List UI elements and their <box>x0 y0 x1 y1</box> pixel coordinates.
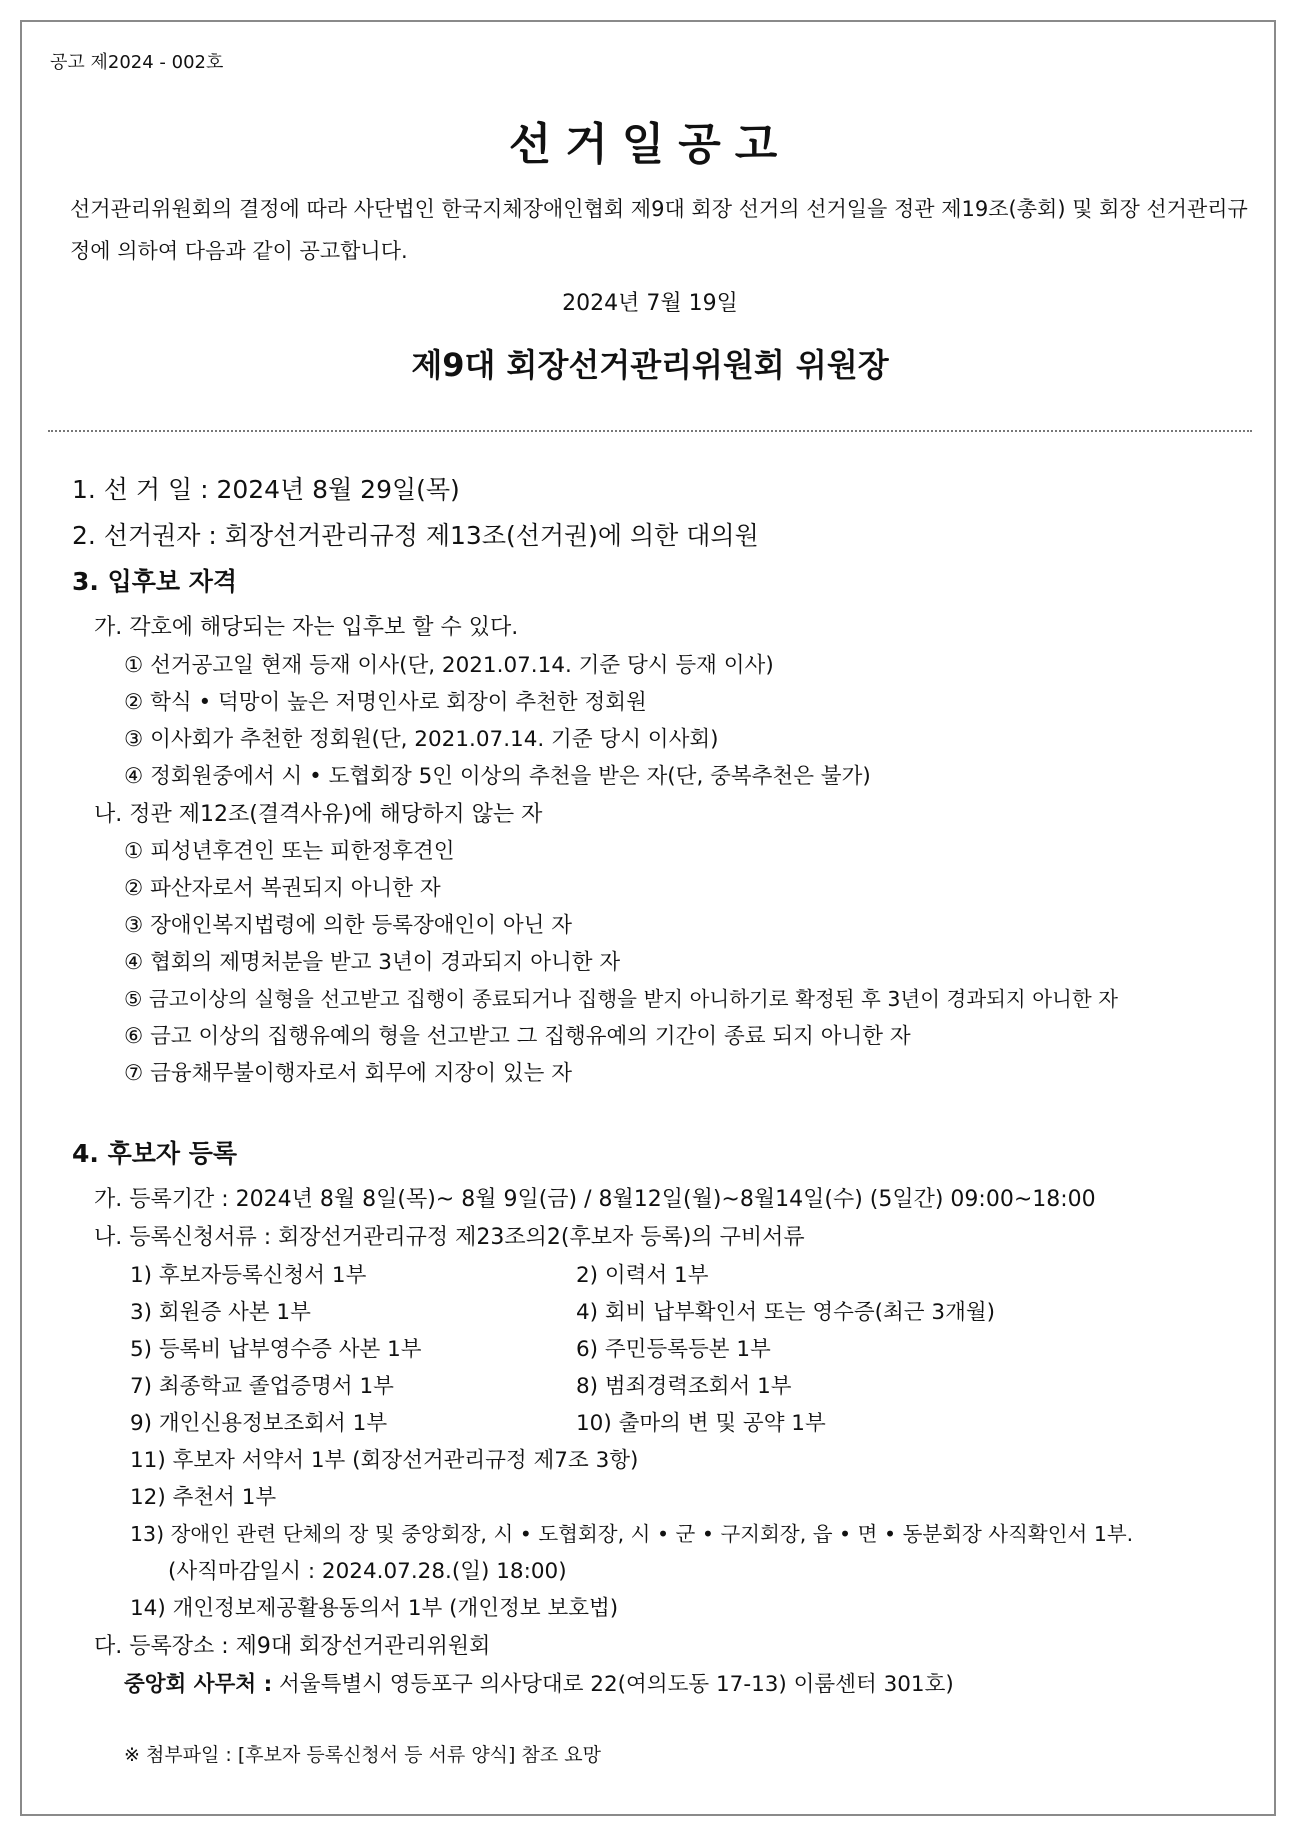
list-item: ① 피성년후견인 또는 피한정후견인 <box>124 839 455 864</box>
candidacy-na-heading: 나. 정관 제12조(결격사유)에 해당하지 않는 자 <box>94 802 543 827</box>
document-item: 13) 장애인 관련 단체의 장 및 중앙회장, 시 • 도협회장, 시 • 군 • 구지회장, 읍 • 면 • 동분회장 사직확인서 1부. <box>130 1522 1134 1546</box>
office-label: 중앙회 사무처 : <box>124 1672 273 1697</box>
document-item: 1) 후보자등록신청서 1부 <box>130 1263 367 1288</box>
office-address: 서울특별시 영등포구 의사당대로 22(여의도동 17-13) 이룸센터 301호) <box>279 1672 954 1697</box>
document-item: 9) 개인신용정보조회서 1부 <box>130 1411 388 1436</box>
document-item: 10) 출마의 변 및 공약 1부 <box>576 1411 826 1436</box>
list-item: ⑦ 금융채무불이행자로서 회무에 지장이 있는 자 <box>124 1061 573 1086</box>
document-item: 12) 추천서 1부 <box>130 1485 277 1510</box>
attachment-note: ※ 첨부파일 : [후보자 등록신청서 등 서류 양식] 참조 요망 <box>124 1744 601 1766</box>
section-voters: 2. 선거권자 : 회장선거관리규정 제13조(선거권)에 의한 대의원 <box>72 521 759 550</box>
list-item: ④ 정회원중에서 시 • 도협회장 5인 이상의 추천을 받은 자(단, 중복추천은 불가) <box>124 764 871 789</box>
issuer: 제9대 회장선거관리위원회 위원장 <box>411 346 889 384</box>
document-item: 14) 개인정보제공활용동의서 1부 (개인정보 보호법) <box>130 1596 619 1621</box>
registration-place-heading: 다. 등록장소 : 제9대 회장선거관리위원회 <box>94 1634 491 1659</box>
announcement-date: 2024년 7월 19일 <box>562 291 738 316</box>
office-address-line <box>124 1667 954 1698</box>
candidacy-ga-heading: 가. 각호에 해당되는 자는 입후보 할 수 있다. <box>94 615 519 640</box>
dotted-divider <box>48 430 1252 432</box>
list-item: ⑥ 금고 이상의 집행유예의 형을 선고받고 그 집행유예의 기간이 종료 되지 아니한 자 <box>124 1024 911 1049</box>
section-candidacy-heading: 3. 입후보 자격 <box>72 567 238 596</box>
list-item: ② 파산자로서 복권되지 아니한 자 <box>124 876 441 901</box>
list-item: ① 선거공고일 현재 등재 이사(단, 2021.07.14. 기준 당시 등재 이사) <box>124 653 774 678</box>
document-item: 6) 주민등록등본 1부 <box>576 1337 771 1362</box>
list-item: ② 학식 • 덕망이 높은 저명인사로 회장이 추천한 정회원 <box>124 690 647 715</box>
document-item: 5) 등록비 납부영수증 사본 1부 <box>130 1337 422 1362</box>
document-item: 2) 이력서 1부 <box>576 1263 709 1288</box>
registration-period: 가. 등록기간 : 2024년 8월 8일(목)~ 8월 9일(금) / 8월12일(월)~8월14일(수) (5일간) 09:00~18:00 <box>94 1187 1096 1212</box>
notice-number: 공고 제2024 - 002호 <box>50 52 224 73</box>
list-item: ④ 협회의 제명처분을 받고 3년이 경과되지 아니한 자 <box>124 950 621 975</box>
document-item: 4) 회비 납부확인서 또는 영수증(최근 3개월) <box>576 1300 995 1325</box>
page-title: 선거일공고 <box>508 119 792 170</box>
document-item: 11) 후보자 서약서 1부 (회장선거관리규정 제7조 3항) <box>130 1448 639 1473</box>
list-item: ⑤ 금고이상의 실형을 선고받고 집행이 종료되거나 집행을 받지 아니하기로 확정된 후 3년이 경과되지 아니한 자 <box>124 987 1118 1011</box>
list-item: ③ 장애인복지법령에 의한 등록장애인이 아닌 자 <box>124 913 573 938</box>
registration-documents-heading: 나. 등록신청서류 : 회장선거관리규정 제23조의2(후보자 등록)의 구비서류 <box>94 1225 805 1250</box>
document-item: 7) 최종학교 졸업증명서 1부 <box>130 1374 394 1399</box>
document-item: 8) 범죄경력조회서 1부 <box>576 1374 792 1399</box>
section-election-date: 1. 선 거 일 : 2024년 8월 29일(목) <box>72 475 460 504</box>
resignation-deadline: (사직마감일시 : 2024.07.28.(일) 18:00) <box>168 1559 567 1584</box>
list-item: ③ 이사회가 추천한 정회원(단, 2021.07.14. 기준 당시 이사회) <box>124 727 719 752</box>
section-registration-heading: 4. 후보자 등록 <box>72 1139 238 1168</box>
document-item: 3) 회원증 사본 1부 <box>130 1300 311 1325</box>
intro-paragraph: 선거관리위원회의 결정에 따라 사단법인 한국지체장애인협회 제9대 회장 선거의 선거일을 정관 제19조(총회) 및 회장 선거관리규정에 의하여 다음과 같이 공고합니다. <box>70 197 1248 263</box>
